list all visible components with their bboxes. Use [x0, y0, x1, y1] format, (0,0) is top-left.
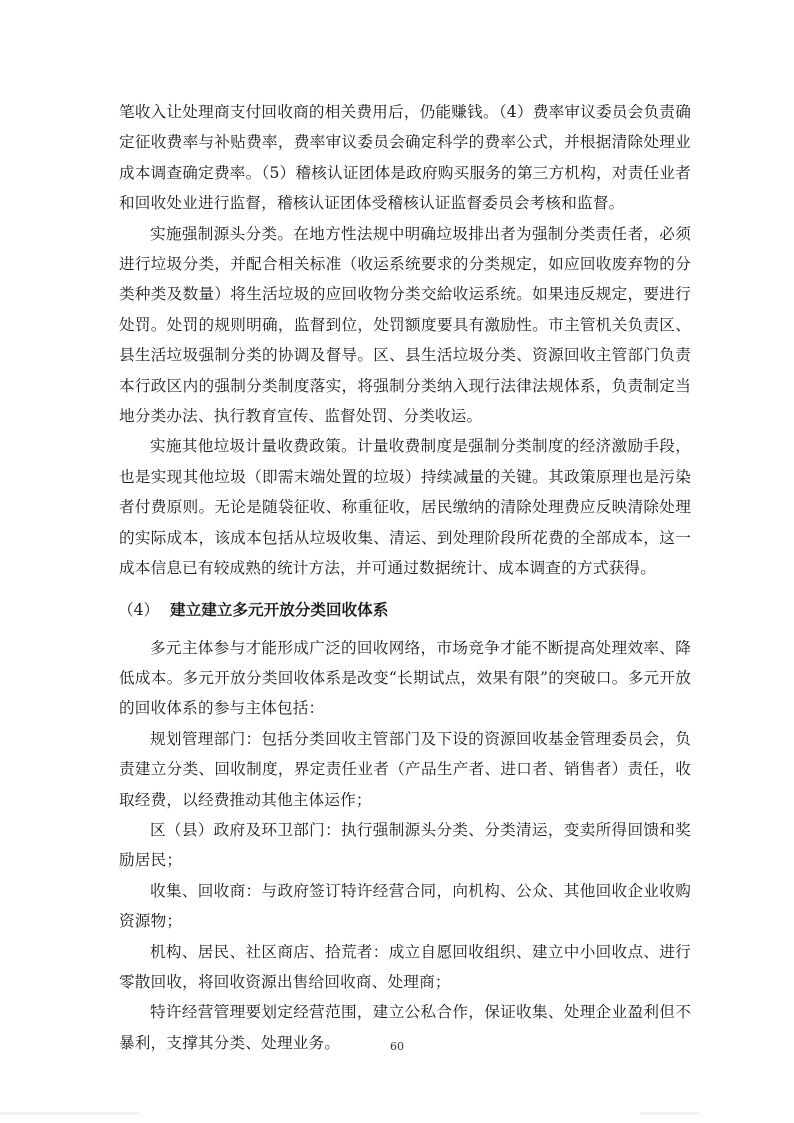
- paragraph-franchise-management: 特许经营管理要划定经营范围，建立公私合作，保证收集、处理企业盈利但不暴利，支撑其分类、处理业务。: [119, 1003, 691, 1052]
- paragraph-collectors: 收集、回收商：与政府签订特许经营合同，向机构、公众、其他回收企业收购资源物；: [119, 881, 691, 931]
- paragraph-mandatory-sorting: 实施强制源头分类。在地方性法规中明确垃圾排出者为强制分类责任者，必须进行垃圾分类，并配合相关标准（收运系统要求的分类规定，如应回收废弃物的分类种类及数量）将生活垃圾的应回收物分类交給收运系统。如果违反规定，要进行处罚。处罚的规则明确，监督到位，处罚额度要具有激励性。市主管机关负责区、县生活垃圾强制分类的协调及督导。区、县生活垃圾分类、资源回收主管部门负责本行政区内的强制分类制度落实，将强制分类纳入现行法律法规体系，负责制定当地分类办法、执行教育宣传、监督处罚、分类收运。: [119, 224, 691, 426]
- paragraph-metered-charging: 实施其他垃圾计量收费政策。计量收费制度是强制分类制度的经济激励手段，也是实现其他垃圾（即需末端处置的垃圾）持续减量的关键。其政策原理也是污染者付费原则。无论是随袋征收、称重征收，居民缴纳的清除处理费应反映清除处理的实际成本，该成本包括从垃圾收集、清运、到处理阶段所花费的全部成本，这一成本信息已有较成熟的统计方法，并可通过数据统计、成本调查的方式获得。: [119, 437, 691, 578]
- paragraph-fee-review: 笔收入让处理商支付回收商的相关费用后，仍能赚钱。（4）费率审议委员会负责确定征收费率与补贴费率，费率审议委员会确定科学的费率公式，并根据清除处理业成本调查确定费率。（5）稽核认证团体是政府购买服务的第三方机构，对责任业者和回收处业进行监督，稽核认证团体受稽核认证监督委员会考核和监督。: [119, 103, 691, 213]
- section-heading: [118, 595, 691, 625]
- scan-artifact-left: [0, 1112, 140, 1115]
- scan-artifact-right: [640, 1112, 700, 1115]
- section-number: （4）: [118, 600, 160, 619]
- paragraph-planning-department: 规划管理部门：包括分类回收主管部门及下设的资源回收基金管理委员会，负责建立分类、回收制度，界定责任业者（产品生产者、进口者、销售者）责任，收取经费，以经费推动其他主体运作；: [119, 729, 691, 809]
- page-number: 60: [390, 1040, 404, 1053]
- paragraph-multi-party-intro: 多元主体参与才能形成广泛的回收网络，市场竞争才能不断提高处理效率、降低成本。多元开放分类回收体系是改变“长期试点，效果有限”的突破口。多元开放的回收体系的参与主体包括：: [119, 638, 691, 718]
- page-body: [119, 97, 691, 1058]
- section-title: 建立建立多元开放分类回收体系: [170, 600, 389, 619]
- paragraph-institutions-residents: 机构、居民、社区商店、拾荒者：成立自愿回收组织、建立中小回收点、进行零散回收，将回收资源出售给回收商、处理商；: [119, 942, 691, 991]
- paragraph-district-government: 区（县）政府及环卫部门：执行强制源头分类、分类清运，变卖所得回馈和奖励居民；: [119, 820, 691, 870]
